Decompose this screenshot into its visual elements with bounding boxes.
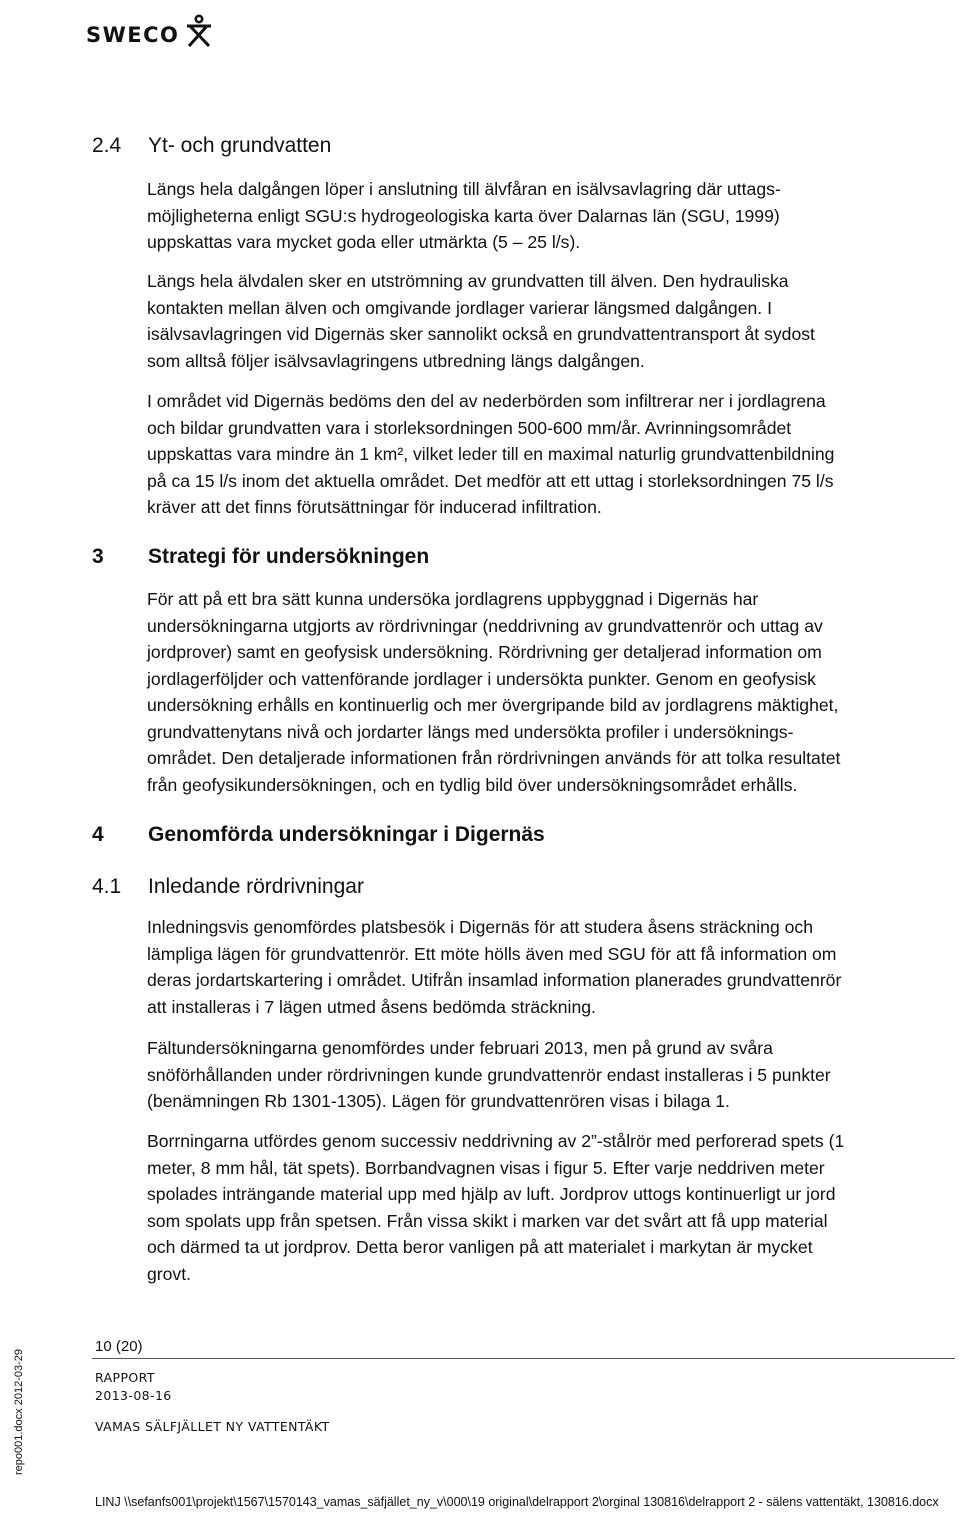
text-line: på ca 15 l/s inom det aktuella området. Det medför att ett uttag i storleksordningen 75 l/s: [147, 470, 834, 491]
paragraph: [147, 388, 960, 521]
file-path: LINJ \\sefanfs001\projekt\1567\1570143_vamas_säfjället_ny_v\000\19 original\delrapport 2\orginal 130816\delrapport 2 - sälens vattentäkt, 130816.docx: [95, 1495, 939, 1509]
section-title: Strategi för undersökningen: [148, 545, 430, 568]
text-line: Borrningarna utfördes genom successiv neddrivning av 2”-stålrör med perforerad spets (1: [147, 1131, 845, 1151]
text-line: som alltså följer isälvsavlagringens utbredning längs dalgången.: [147, 350, 645, 371]
text-line: undersökning erhålls en kontinuerlig och mer övergripande bild av jordlagrens mäktighet,: [147, 695, 839, 715]
text-line: som spolats upp från spetsen. Från vissa skikt i marken var det svårt att få upp material: [147, 1210, 828, 1231]
text-line: kontakten mellan älven och omgivande jordlager varierar längsmed dalgången. I: [147, 297, 772, 318]
text-line: kräver att det finns förutsättningar för inducerad infiltration.: [147, 497, 602, 517]
section-heading-3: [92, 545, 429, 569]
sweco-star-icon: [181, 14, 213, 48]
project-name: VAMAS SÄLFJÄLLET NY VATTENTÄKT: [95, 1419, 330, 1434]
text-line: grovt.: [147, 1263, 192, 1284]
text-line: från geofysikundersökningen, och en tydlig bild över undersökningsområdet erhålls.: [147, 774, 798, 795]
paragraph: [147, 268, 960, 374]
doc-date: 2013-08-16: [95, 1388, 172, 1403]
text-line: området. Den detaljerade informationen från rördrivningen används för att tolka resultatet: [147, 748, 841, 768]
text-line: Fältundersökningarna genomfördes under februari 2013, men på grund av svåra: [147, 1038, 773, 1058]
text-line: och bildar grundvatten vara i storleksordningen 500-600 mm/år. Avrinningsområdet: [147, 417, 792, 438]
section-title: Yt- och grundvatten: [148, 134, 332, 157]
page-number: 10 (20): [95, 1338, 143, 1355]
section-title: Inledande rördrivningar: [148, 875, 364, 898]
text-line: För att på ett bra sätt kunna undersöka jordlagrens uppbyggnad i Digernäs har: [147, 589, 759, 609]
text-line: lämpliga lägen för grundvattenrör. Ett möte hölls även med SGU för att få information om: [147, 943, 837, 964]
text-line: uppskattas vara mindre än 1 km², vilket leder till en maximal naturlig grundvattenbildning: [147, 444, 835, 464]
section-title: Genomförda undersökningar i Digernäs: [148, 823, 545, 846]
text-line: uppskattas vara mycket goda eller utmärkta (5 – 25 l/s).: [147, 232, 581, 252]
section-number: 4: [92, 823, 104, 846]
paragraph: [147, 914, 960, 1020]
text-line: meter, 8 mm hål, tät spets). Borrbandvagnen visas i figur 5. Efter varje neddriven meter: [147, 1157, 825, 1178]
logo-text: SWECO: [86, 23, 180, 47]
section-heading-4-1: [92, 875, 364, 899]
footer-divider: [92, 1358, 955, 1359]
paragraph: [147, 1035, 960, 1115]
section-number: 3: [92, 545, 104, 568]
text-line: undersökningarna utgjorts av rördrivningar (neddrivning av grundvattenrör och uttag av: [147, 615, 823, 636]
text-line: Längs hela älvdalen sker en utströmning av grundvatten till älven. Den hydrauliska: [147, 271, 789, 291]
doc-type: RAPPORT: [95, 1370, 155, 1385]
text-line: jordprover) samt en geofysisk undersökning. Rördrivning ger detaljerad information om: [147, 642, 822, 662]
text-line: spolades inträngande material upp med hjälp av luft. Jordprov uttogs kontinuerligt ur jord: [147, 1184, 836, 1204]
section-heading-2-4: [92, 134, 331, 158]
text-line: Inledningsvis genomfördes platsbesök i Digernäs för att studera åsens sträckning och: [147, 917, 813, 937]
section-heading-4: [92, 823, 545, 847]
text-line: möjligheterna enligt SGU:s hydrogeologiska karta över Dalarnas län (SGU, 1999): [147, 205, 780, 226]
paragraph: [147, 176, 960, 256]
text-line: att installeras i 7 lägen utmed åsens bedömda sträckning.: [147, 996, 596, 1017]
text-line: (benämningen Rb 1301-1305). Lägen för grundvattenrören visas i bilaga 1.: [147, 1091, 730, 1111]
text-line: Längs hela dalgången löper i anslutning till älvfåran en isälvsavlagring där uttags-: [147, 179, 781, 199]
text-line: isälvsavlagringen vid Digernäs sker sannolikt också en grundvattentransport åt sydost: [147, 324, 815, 344]
section-number: 4.1: [92, 875, 122, 898]
text-line: grundvattenytans nivå och jordarter längs med undersökta profiler i undersöknings-: [147, 721, 794, 742]
text-line: jordlagerföljder och vattenförande jordlager i undersökta punkter. Genom en geofysisk: [147, 668, 816, 689]
text-line: snöförhållanden under rördrivningen kunde grundvattenrör endast installeras i 5 punkter: [147, 1064, 831, 1085]
text-line: deras jordartskartering i området. Utifrån insamlad information planerades grundvattenrör: [147, 970, 842, 990]
text-line: I området vid Digernäs bedöms den del av nederbörden som infiltrerar ner i jordlagrena: [147, 391, 826, 411]
paragraph: [147, 1128, 960, 1287]
text-line: och därmed ta ut jordprov. Detta beror vanligen på att materialet i markytan är mycket: [147, 1237, 813, 1257]
template-id: repo001.docx 2012-03-29: [13, 1349, 25, 1475]
sweco-logo: [86, 14, 213, 48]
paragraph: [147, 586, 960, 798]
section-number: 2.4: [92, 134, 122, 157]
